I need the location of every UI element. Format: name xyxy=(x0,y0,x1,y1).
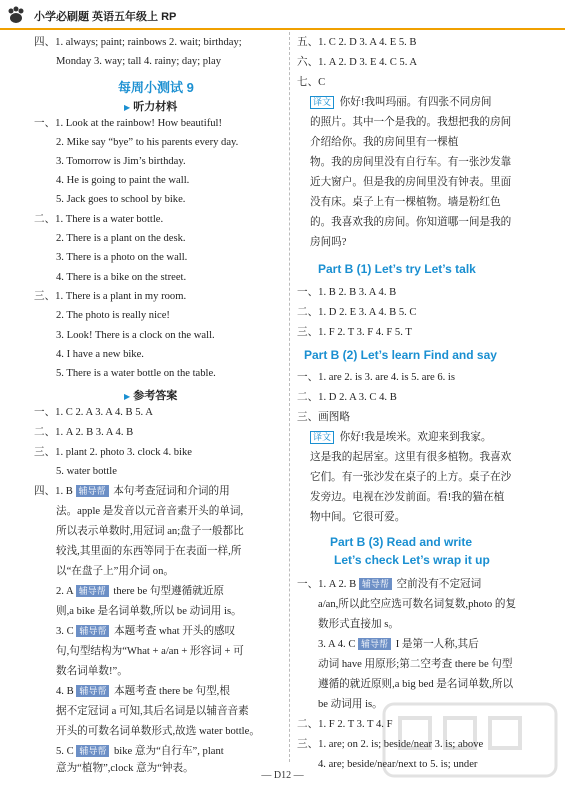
explain-text: 所以表示单数时,用冠词 an;盘子一般都比 xyxy=(56,526,244,537)
answer-title-text: 参考答案 xyxy=(133,390,178,402)
explain-answer: 一、1. A 2. B xyxy=(297,579,357,590)
translation-text: 物中间。它很可爱。 xyxy=(310,512,406,523)
answer-line: 五、1. C 2. D 3. A 4. E 5. B xyxy=(297,37,417,48)
answer-line: 二、1. A 2. B 3. A 4. B xyxy=(34,427,134,438)
translation-text: 的照片。其中一个是我的。我想把我的房间 xyxy=(310,117,512,128)
explain-head xyxy=(56,685,230,699)
part-b2-title: Part B (2) Let’s learn Find and say xyxy=(304,348,497,362)
answer-line: 三、1. F 2. T 3. F 4. F 5. T xyxy=(297,327,412,338)
explain-text: bike 意为“自行车”, plant xyxy=(114,746,224,757)
listen-title xyxy=(124,98,177,114)
explain-text: 动词 have 用原形;第二空考查 there be 句型 xyxy=(318,659,513,670)
listen-line: 3. There is a photo on the wall. xyxy=(56,252,188,263)
listen-line: 一、1. Look at the rainbow! How beautiful! xyxy=(34,118,222,129)
part-b3-title: Part B (3) Read and write xyxy=(330,535,473,549)
tutor-tag: 辅导帮 xyxy=(358,638,391,650)
translation-text: 你好!我叫玛丽。有四张不同房间 xyxy=(339,97,492,108)
explain-text: 据不定冠词 a 可知,其后名词是以辅音音素 xyxy=(56,706,249,717)
part-b1-title: Part B (1) Let’s try Let’s talk xyxy=(318,262,476,276)
explain-text: be 动词用 is。 xyxy=(318,699,383,710)
tutor-tag: 辅导帮 xyxy=(76,685,109,697)
explain-text: 则,a bike 是名词单数,所以 be 动词用 is。 xyxy=(56,606,242,617)
listen-line: 二、1. There is a water bottle. xyxy=(34,214,164,225)
tutor-tag: 辅导帮 xyxy=(359,578,392,590)
listen-title-text: 听力材料 xyxy=(133,101,178,113)
watermark-stamp-icon xyxy=(380,700,560,780)
translation-line xyxy=(310,96,492,110)
answer-line: 一、1. are 2. is 3. are 4. is 5. are 6. is xyxy=(297,372,455,383)
explain-text: 较浅,其里面的东西等同于在表面一样,所 xyxy=(56,546,242,557)
listen-line: 4. I have a new bike. xyxy=(56,349,144,360)
explain-answer: 3. A 4. C xyxy=(318,639,356,650)
answer-line: 六、1. A 2. D 3. E 4. C 5. A xyxy=(297,57,418,68)
translation-text: 没有床。桌子上有一棵植物。墙是粉红色 xyxy=(310,197,501,208)
explain-text: 句,句型结构为“What + a/an + 形容词 + 可 xyxy=(56,646,244,657)
explain-text: I 是第一人称,其后 xyxy=(395,639,479,650)
answer-line: 二、1. D 2. E 3. A 4. B 5. C xyxy=(297,307,417,318)
quiz-title: 每周小测试 9 xyxy=(118,80,194,95)
triangle-icon: ▶ xyxy=(124,103,131,112)
listen-line: 3. Look! There is a clock on the wall. xyxy=(56,330,215,341)
explain-head xyxy=(56,745,224,759)
part-b3-subtitle: Let’s check Let’s wrap it up xyxy=(334,553,490,567)
explain-text: 数形式直接加 s。 xyxy=(318,619,399,630)
explain-answer: 5. C xyxy=(56,746,74,757)
explain-answer: 2. A xyxy=(56,586,74,597)
translation-badge: 译文 xyxy=(310,431,334,444)
explain-text: 本题考查 there be 句型,根 xyxy=(114,686,230,697)
tutor-tag: 辅导帮 xyxy=(76,585,109,597)
explain-answer: 4. B xyxy=(56,686,74,697)
answer-title xyxy=(124,387,177,403)
explain-text: a/an,所以此空应选可数名词复数,photo 的复 xyxy=(318,599,517,610)
translation-text: 这是我的起居室。这里有很多植物。我喜欢 xyxy=(310,452,512,463)
explain-text: 本句考查冠词和介词的用 xyxy=(113,486,230,497)
answer-line: 三、画图略 xyxy=(297,412,350,423)
listen-line: 5. There is a water bottle on the table. xyxy=(56,368,216,379)
answer-line: 二、1. D 2. A 3. C 4. B xyxy=(297,392,397,403)
header-rule xyxy=(0,28,565,30)
page-header xyxy=(0,0,565,30)
answer-line: 三、1. are; on 2. is; beside/near 3. is; above xyxy=(297,739,484,750)
explain-text: 本题考查 what 开头的感叹 xyxy=(114,626,236,637)
answer-line: 二、1. F 2. T 3. T 4. F xyxy=(297,719,393,730)
tutor-tag: 辅导帮 xyxy=(76,745,109,757)
tutor-tag: 辅导帮 xyxy=(76,485,109,497)
translation-text: 房间吗? xyxy=(310,237,347,248)
listen-line: 2. There is a plant on the desk. xyxy=(56,233,186,244)
explain-head xyxy=(318,638,479,652)
listen-line: 2. Mike say “bye” to his parents every day. xyxy=(56,137,239,148)
answer-line: 一、1. C 2. A 3. A 4. B 5. A xyxy=(34,407,153,418)
answer-line: Monday 3. way; tall 4. rainy; day; play xyxy=(56,56,222,67)
answer-line: 四、1. always; paint; rainbows 2. wait; birthday; xyxy=(34,37,242,48)
explain-text: 空前没有不定冠词 xyxy=(396,579,482,590)
translation-line xyxy=(310,431,492,445)
explain-head xyxy=(56,625,235,639)
explain-text: 遵循的就近原则,a big bed 是名词单数,所以 xyxy=(318,679,514,690)
translation-text: 的。我喜欢我的房间。你知道哪一间是我的 xyxy=(310,217,512,228)
listen-line: 3. Tomorrow is Jim’s birthday. xyxy=(56,156,186,167)
header-title: 小学必刷题 英语五年级上 RP xyxy=(34,11,177,23)
answer-line: 三、1. plant 2. photo 3. clock 4. bike xyxy=(34,447,193,458)
column-divider xyxy=(289,32,290,762)
explain-text: 法。apple 是发音以元音音素开头的单词, xyxy=(56,506,244,517)
listen-line: 4. He is going to paint the wall. xyxy=(56,175,190,186)
triangle-icon: ▶ xyxy=(124,392,131,401)
listen-line: 2. The photo is really nice! xyxy=(56,310,170,321)
listen-line: 5. Jack goes to school by bike. xyxy=(56,194,186,205)
answer-line: 七、C xyxy=(297,77,326,88)
explain-head xyxy=(56,585,224,599)
explain-text: 意为“植物”,clock 意为“钟表。 xyxy=(56,763,194,774)
translation-text: 近大窗户。但是我的房间里没有钟表。里面 xyxy=(310,177,512,188)
answer-line: 一、1. B 2. B 3. A 4. B xyxy=(297,287,397,298)
translation-text: 你好!我是埃米。欢迎来到我家。 xyxy=(339,432,492,443)
listen-line: 三、1. There is a plant in my room. xyxy=(34,291,187,302)
translation-text: 发旁边。电视在沙发前面。看!我的猫在植 xyxy=(310,492,505,503)
page-number: — D12 — xyxy=(261,770,304,781)
explain-head xyxy=(297,578,481,592)
explain-text: 数名词单数!”。 xyxy=(56,666,128,677)
explain-answer: 四、1. B xyxy=(34,486,73,497)
translation-text: 介绍给你。我的房间里有一棵植 xyxy=(310,137,459,148)
explain-answer: 3. C xyxy=(56,626,74,637)
translation-text: 它们。有一张沙发在桌子的上方。桌子在沙 xyxy=(310,472,512,483)
translation-badge: 译文 xyxy=(310,96,334,109)
paw-logo-icon xyxy=(6,6,26,24)
tutor-tag: 辅导帮 xyxy=(76,625,109,637)
explain-text: there be 句型遵循就近原 xyxy=(113,586,225,597)
explain-text: 以“在盘子上”用介词 on。 xyxy=(56,566,174,577)
listen-line: 4. There is a bike on the street. xyxy=(56,272,187,283)
translation-text: 物。我的房间里没有自行车。有一张沙发靠 xyxy=(310,157,512,168)
explain-text: 开头的可数名词单数形式,故选 water bottle。 xyxy=(56,726,260,737)
answer-line: 4. are; beside/near/next to 5. is; under xyxy=(318,759,478,770)
explain-head xyxy=(34,485,230,499)
answer-line: 5. water bottle xyxy=(56,466,117,477)
